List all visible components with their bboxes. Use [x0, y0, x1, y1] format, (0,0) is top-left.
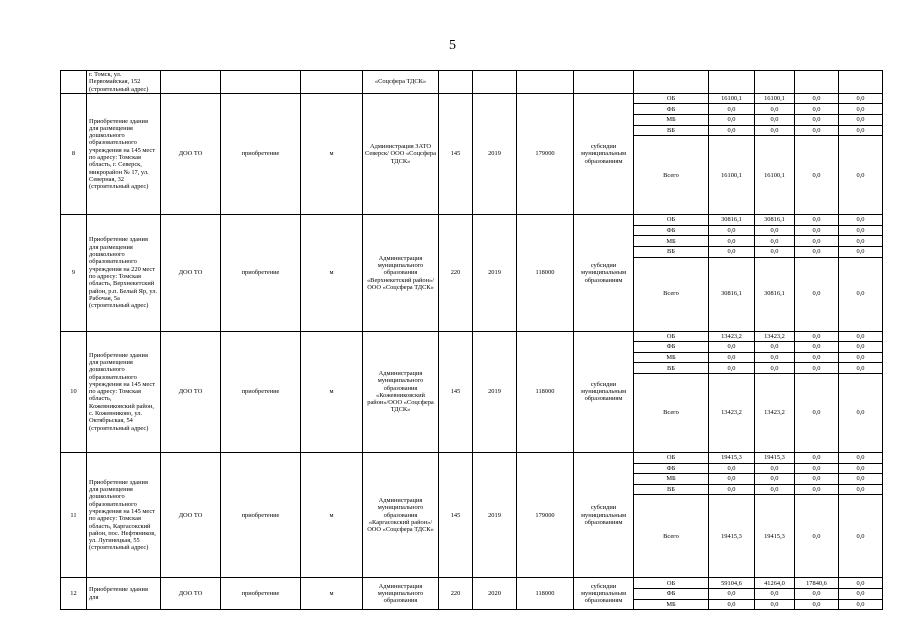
cell-amount-total: 0,0: [709, 463, 755, 474]
cell-amount-2: 0,0: [795, 374, 839, 453]
cell-amount-2: 0,0: [795, 352, 839, 363]
cell-type: приобретение: [221, 215, 301, 331]
cell-amount-1: 0,0: [755, 363, 795, 374]
cell-unit: м: [301, 331, 363, 452]
cell-amount-2: 0,0: [795, 247, 839, 258]
cell-num: 9: [61, 215, 87, 331]
cell-year: 2020: [473, 578, 517, 610]
cell-fund-code: ОБ: [634, 578, 709, 589]
cell-object: Приобретение здания для размещения дошкольного образовательного учреждения на 145 мест по адресу: Томская область, Кожевниковский район, с. Кожевниково, ул. Октябрьская, 54 (строительный адрес): [87, 331, 161, 452]
cell-amount-2: 0,0: [795, 115, 839, 126]
cell-amount-3: 0,0: [839, 93, 883, 104]
cell-capacity: 145: [439, 331, 473, 452]
cell-amount-total: 16100,1: [709, 93, 755, 104]
cell-amount-3: 0,0: [839, 342, 883, 353]
cell-amount-total: 0,0: [709, 599, 755, 610]
cell-amount-3: 0,0: [839, 225, 883, 236]
cell-fund-code: ОБ: [634, 93, 709, 104]
cell-amount-total: [709, 71, 755, 94]
cell-amount-total: 0,0: [709, 588, 755, 599]
cell-amount-2: 0,0: [795, 463, 839, 474]
cell-form: субсидии муниципальным образованиям: [574, 93, 634, 214]
cell-fund-code: МБ: [634, 352, 709, 363]
cell-amount-1: 16100,1: [755, 93, 795, 104]
cell-fund-code: МБ: [634, 236, 709, 247]
cell-amount-2: [795, 71, 839, 94]
cell-amount-total: 0,0: [709, 484, 755, 495]
cell-capacity: [439, 71, 473, 94]
cell-amount-total: 30816,1: [709, 215, 755, 226]
cell-amount-total: 19415,3: [709, 453, 755, 464]
cell-amount-total: 0,0: [709, 125, 755, 136]
cell-amount-total: 30816,1: [709, 257, 755, 331]
cell-amount-1: 0,0: [755, 125, 795, 136]
table-row: [61, 453, 883, 464]
cell-amount-3: 0,0: [839, 331, 883, 342]
cell-num: [61, 71, 87, 94]
cell-amount-1: 0,0: [755, 236, 795, 247]
cell-amount-3: 0,0: [839, 136, 883, 215]
cell-amount-2: 0,0: [795, 474, 839, 485]
cell-form: [574, 71, 634, 94]
cell-object: г. Томск, ул. Первомайская, 152 (строительный адрес): [87, 71, 161, 94]
cell-amount-2: 0,0: [795, 453, 839, 464]
cell-unit: м: [301, 93, 363, 214]
cell-amount-total: 0,0: [709, 352, 755, 363]
cell-amount-2: 0,0: [795, 104, 839, 115]
table-row: [61, 93, 883, 104]
cell-amount-2: 0,0: [795, 257, 839, 331]
cell-fund-code: ОБ: [634, 215, 709, 226]
cell-recipient: Администрация ЗАТО Северск/ ООО «Соцсфера ТДСК»: [363, 93, 439, 214]
cell-amount-total: 13423,2: [709, 374, 755, 453]
cell-fund-code: ФБ: [634, 588, 709, 599]
cell-fund-code: Всего: [634, 495, 709, 578]
page-number: 5: [449, 38, 456, 53]
cell-type: [221, 71, 301, 94]
cell-amount-3: 0,0: [839, 104, 883, 115]
cell-amount-2: 0,0: [795, 599, 839, 610]
cell-fund-code: МБ: [634, 115, 709, 126]
cell-amount-1: 0,0: [755, 104, 795, 115]
cell-amount-1: 0,0: [755, 463, 795, 474]
cell-amount-3: 0,0: [839, 363, 883, 374]
cell-amount-1: 19415,3: [755, 495, 795, 578]
cell-unit: м: [301, 453, 363, 578]
cell-cost: 179000: [517, 453, 574, 578]
cell-amount-3: 0,0: [839, 125, 883, 136]
cell-amount-1: 30816,1: [755, 215, 795, 226]
cell-amount-1: 0,0: [755, 247, 795, 258]
cell-fund-code: ФБ: [634, 342, 709, 353]
cell-org: ДОО ТО: [161, 93, 221, 214]
cell-year: 2019: [473, 453, 517, 578]
cell-num: 8: [61, 93, 87, 214]
cell-amount-1: 0,0: [755, 599, 795, 610]
cell-fund-code: [634, 71, 709, 94]
cell-fund-code: ВБ: [634, 363, 709, 374]
cell-capacity: 145: [439, 93, 473, 214]
cell-type: приобретение: [221, 453, 301, 578]
cell-amount-2: 0,0: [795, 331, 839, 342]
cell-amount-3: 0,0: [839, 588, 883, 599]
cell-amount-3: 0,0: [839, 374, 883, 453]
cell-amount-3: 0,0: [839, 599, 883, 610]
cell-org: ДОО ТО: [161, 578, 221, 610]
cell-amount-3: 0,0: [839, 495, 883, 578]
cell-amount-1: 30816,1: [755, 257, 795, 331]
cell-recipient: Администрация муниципального образования «Верхнекетский район»/ООО «Соцсфера ТДСК»: [363, 215, 439, 331]
cell-amount-total: 59104,6: [709, 578, 755, 589]
cell-object: Приобретение здания для размещения дошкольного образовательного учреждения на 145 мест по адресу: Томская область, г. Северск, микрорайон № 17, ул. Северная, 32 (строительный адрес): [87, 93, 161, 214]
cell-amount-2: 0,0: [795, 225, 839, 236]
cell-amount-3: 0,0: [839, 484, 883, 495]
cell-form: субсидии муниципальным образованиям: [574, 578, 634, 610]
cell-amount-3: 0,0: [839, 352, 883, 363]
cell-fund-code: ОБ: [634, 453, 709, 464]
cell-amount-3: 0,0: [839, 578, 883, 589]
cell-amount-3: 0,0: [839, 257, 883, 331]
cell-amount-3: 0,0: [839, 236, 883, 247]
cell-cost: [517, 71, 574, 94]
cell-fund-code: ОБ: [634, 331, 709, 342]
cell-org: ДОО ТО: [161, 453, 221, 578]
cell-fund-code: ВБ: [634, 247, 709, 258]
cell-amount-3: 0,0: [839, 453, 883, 464]
cell-amount-3: 0,0: [839, 463, 883, 474]
cell-org: [161, 71, 221, 94]
cell-recipient: Администрация муниципального образования: [363, 578, 439, 610]
cell-year: 2019: [473, 215, 517, 331]
cell-amount-3: 0,0: [839, 474, 883, 485]
cell-fund-code: ФБ: [634, 463, 709, 474]
cell-amount-3: 0,0: [839, 115, 883, 126]
cell-amount-total: 0,0: [709, 247, 755, 258]
cell-num: 11: [61, 453, 87, 578]
cell-year: 2019: [473, 93, 517, 214]
cell-amount-total: 0,0: [709, 363, 755, 374]
table-body: [61, 71, 883, 610]
cell-amount-3: [839, 71, 883, 94]
cell-num: 10: [61, 331, 87, 452]
cell-amount-1: 0,0: [755, 588, 795, 599]
cell-amount-2: 0,0: [795, 125, 839, 136]
cell-form: субсидии муниципальным образованиям: [574, 215, 634, 331]
cell-amount-1: 0,0: [755, 474, 795, 485]
cell-amount-2: 0,0: [795, 484, 839, 495]
cell-form: субсидии муниципальным образованиям: [574, 331, 634, 452]
cell-unit: [301, 71, 363, 94]
cell-amount-1: 19415,3: [755, 453, 795, 464]
cell-fund-code: ВБ: [634, 125, 709, 136]
cell-amount-2: 0,0: [795, 588, 839, 599]
cell-recipient: «Соцсфера ТДСК»: [363, 71, 439, 94]
cell-amount-1: 0,0: [755, 352, 795, 363]
cell-amount-total: 0,0: [709, 225, 755, 236]
cell-fund-code: Всего: [634, 374, 709, 453]
cell-cost: 118000: [517, 331, 574, 452]
cell-amount-2: 0,0: [795, 236, 839, 247]
cell-amount-2: 0,0: [795, 136, 839, 215]
cell-year: [473, 71, 517, 94]
program-objects-table: [60, 70, 883, 610]
cell-capacity: 220: [439, 215, 473, 331]
cell-object: Приобретение здания для размещения дошкольного образовательного учреждения на 220 мест по адресу: Томская область, Верхнекетский район, р.п. Белый Яр, ул. Рабочая, 5а (строительный адрес): [87, 215, 161, 331]
cell-amount-1: 0,0: [755, 115, 795, 126]
cell-amount-2: 17840,6: [795, 578, 839, 589]
cell-amount-2: 0,0: [795, 495, 839, 578]
cell-unit: м: [301, 215, 363, 331]
cell-amount-2: 0,0: [795, 342, 839, 353]
cell-org: ДОО ТО: [161, 331, 221, 452]
cell-amount-3: 0,0: [839, 215, 883, 226]
cell-object: Приобретение здания для: [87, 578, 161, 610]
cell-capacity: 220: [439, 578, 473, 610]
cell-amount-3: 0,0: [839, 247, 883, 258]
cell-year: 2019: [473, 331, 517, 452]
cell-amount-total: 13423,2: [709, 331, 755, 342]
cell-type: приобретение: [221, 93, 301, 214]
cell-type: приобретение: [221, 578, 301, 610]
cell-amount-1: 0,0: [755, 484, 795, 495]
cell-form: субсидии муниципальным образованиям: [574, 453, 634, 578]
cell-recipient: Администрация муниципального образования «Кожевниковский район»/ООО «Соцсфера ТДСК»: [363, 331, 439, 452]
cell-amount-2: 0,0: [795, 215, 839, 226]
cell-fund-code: Всего: [634, 257, 709, 331]
table-row-continued: [61, 71, 883, 94]
cell-object: Приобретение здания для размещения дошкольного образовательного учреждения на 145 мест по адресу: Томская область, Каргасокский район, пос. Нефтяников, ул. Лугинецкая, 55 (строительный адрес): [87, 453, 161, 578]
cell-amount-total: 0,0: [709, 474, 755, 485]
cell-amount-1: 0,0: [755, 225, 795, 236]
table-row: [61, 215, 883, 226]
cell-amount-1: 16100,1: [755, 136, 795, 215]
cell-org: ДОО ТО: [161, 215, 221, 331]
cell-cost: 118000: [517, 215, 574, 331]
cell-amount-total: 16100,1: [709, 136, 755, 215]
cell-fund-code: ФБ: [634, 225, 709, 236]
table-row: [61, 578, 883, 589]
cell-fund-code: ВБ: [634, 484, 709, 495]
cell-cost: 118000: [517, 578, 574, 610]
cell-fund-code: МБ: [634, 599, 709, 610]
cell-unit: м: [301, 578, 363, 610]
cell-amount-1: [755, 71, 795, 94]
cell-cost: 179000: [517, 93, 574, 214]
cell-amount-1: 13423,2: [755, 374, 795, 453]
cell-amount-2: 0,0: [795, 363, 839, 374]
cell-amount-2: 0,0: [795, 93, 839, 104]
cell-amount-total: 0,0: [709, 115, 755, 126]
cell-type: приобретение: [221, 331, 301, 452]
cell-fund-code: Всего: [634, 136, 709, 215]
cell-amount-total: 0,0: [709, 342, 755, 353]
table-row: [61, 331, 883, 342]
cell-amount-1: 0,0: [755, 342, 795, 353]
cell-num: 12: [61, 578, 87, 610]
cell-fund-code: МБ: [634, 474, 709, 485]
cell-amount-total: 0,0: [709, 104, 755, 115]
cell-fund-code: ФБ: [634, 104, 709, 115]
cell-amount-1: 13423,2: [755, 331, 795, 342]
cell-amount-1: 41264,0: [755, 578, 795, 589]
cell-capacity: 145: [439, 453, 473, 578]
cell-recipient: Администрация муниципального образования «Каргасокский район»/ООО «Соцсфера ТДСК»: [363, 453, 439, 578]
cell-amount-total: 0,0: [709, 236, 755, 247]
cell-amount-total: 19415,3: [709, 495, 755, 578]
